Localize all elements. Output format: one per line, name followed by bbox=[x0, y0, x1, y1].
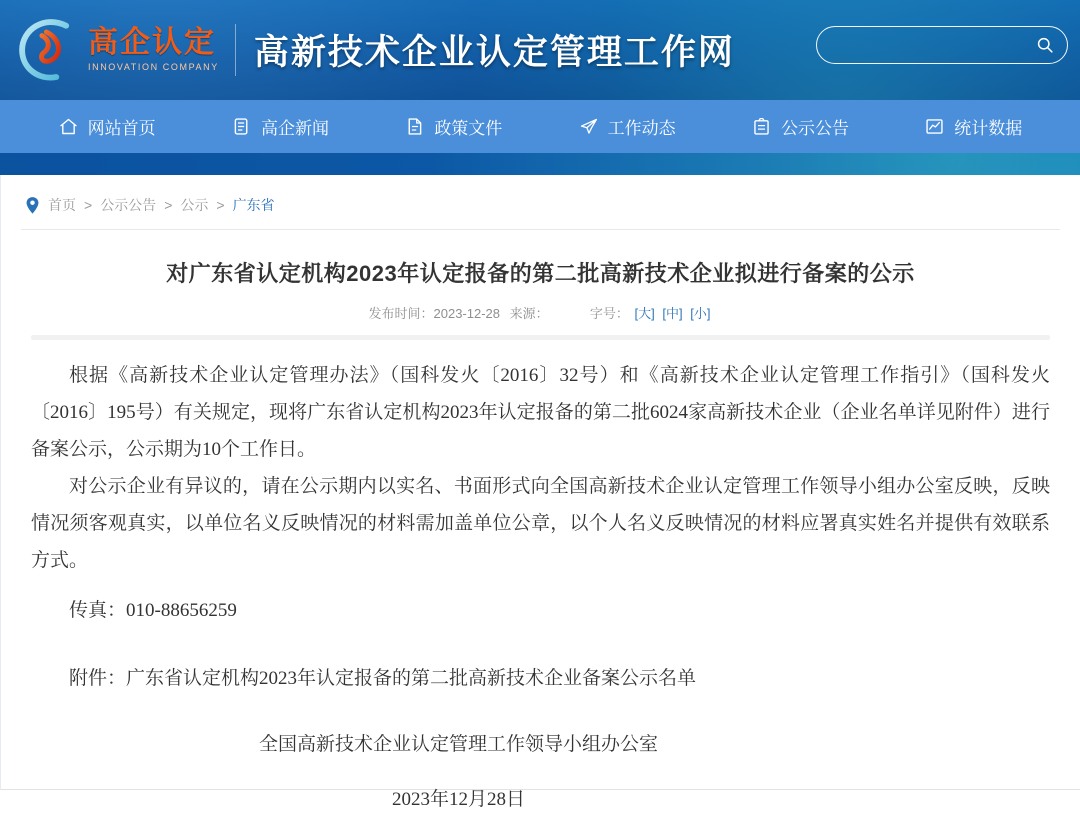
nav-item-announcements[interactable] bbox=[741, 100, 859, 153]
article-body bbox=[31, 357, 1050, 818]
publish-time-label: 发布时间： bbox=[368, 306, 434, 321]
article-title: 对广东省认定机构2023年认定报备的第二批高新技术企业拟进行备案的公示 bbox=[166, 261, 915, 286]
site-title: 高新技术企业认定管理工作网 bbox=[253, 33, 735, 72]
header-sub-strip bbox=[0, 153, 1080, 175]
source-label: 来源： bbox=[509, 306, 549, 321]
search-input[interactable] bbox=[833, 37, 1035, 53]
nav-item-worknews[interactable] bbox=[568, 100, 686, 153]
breadcrumb-home[interactable]: 首页 bbox=[48, 197, 76, 213]
header-divider bbox=[235, 24, 236, 76]
nav-item-statistics[interactable] bbox=[914, 100, 1032, 153]
fontsize-medium-button[interactable]: [中] bbox=[662, 306, 683, 321]
nav-item-home[interactable] bbox=[48, 100, 166, 153]
fontsize-small-button[interactable]: [小] bbox=[690, 306, 711, 321]
nav-label: 高企新闻 bbox=[260, 119, 329, 138]
main-nav bbox=[0, 100, 1080, 153]
breadcrumb-separator: > bbox=[216, 197, 225, 213]
logo-subtitle: INNOVATION COMPANY bbox=[88, 62, 219, 72]
home-icon bbox=[58, 116, 79, 137]
clipboard-icon bbox=[751, 116, 772, 137]
fax-line: 传真：010-88656259 bbox=[69, 600, 237, 621]
signature-office: 全国高新技术企业认定管理工作领导小组办公室 bbox=[258, 734, 658, 755]
document-icon bbox=[404, 116, 425, 137]
logo-swoosh-icon bbox=[14, 14, 86, 86]
nav-label: 政策文件 bbox=[434, 119, 503, 138]
nav-item-policy[interactable] bbox=[394, 100, 512, 153]
nav-label: 网站首页 bbox=[87, 119, 156, 138]
breadcrumb-separator: > bbox=[84, 197, 93, 213]
signature-date: 2023年12月28日 bbox=[391, 789, 525, 810]
fontsize-label: 字号： bbox=[589, 306, 629, 321]
body-paragraph-objection: 对公示企业有异议的，请在公示期内以实名、书面形式向全国高新技术企业认定管理工作领导小组办公室反映，反映情况须客观真实，以单位名义反映情况的材料需加盖单位公章，以个人名义反映情况的材料应署真实姓名并提供有效联系方式。 bbox=[31, 476, 1050, 571]
nav-label: 工作动态 bbox=[607, 119, 676, 138]
breadcrumb-public[interactable]: 公示 bbox=[180, 197, 209, 213]
logo-title: 高企认定 bbox=[88, 26, 216, 59]
article bbox=[1, 257, 1080, 818]
body-paragraph-basis: 根据《高新技术企业认定管理办法》（国科发火〔2016〕32号）和《高新技术企业认定管理工作指引》（国科发火〔2016〕195号）有关规定，现将广东省认定机构2023年认定报备的第二批6024家高新技术企业（企业名单详见附件）进行备案公示，公示期为10个工作日。 bbox=[31, 365, 1050, 460]
fontsize-large-button[interactable]: [大] bbox=[634, 306, 655, 321]
news-icon bbox=[231, 116, 252, 137]
content-area bbox=[0, 175, 1080, 810]
nav-label: 统计数据 bbox=[954, 119, 1023, 138]
publish-time-value: 2023-12-28 bbox=[433, 306, 501, 321]
site-header bbox=[0, 0, 1080, 100]
paper-plane-icon bbox=[578, 116, 599, 137]
chart-icon bbox=[924, 116, 945, 137]
article-meta bbox=[31, 303, 1050, 322]
meta-divider bbox=[31, 335, 1050, 340]
breadcrumb-separator: > bbox=[164, 197, 173, 213]
nav-label: 公示公告 bbox=[780, 119, 849, 138]
search-icon[interactable] bbox=[1035, 35, 1055, 55]
breadcrumb bbox=[21, 175, 1060, 230]
breadcrumb-current-guangdong: 广东省 bbox=[232, 197, 275, 213]
location-pin-icon bbox=[25, 196, 40, 215]
breadcrumb-announcements[interactable]: 公示公告 bbox=[100, 197, 157, 213]
signature-block bbox=[31, 726, 1050, 818]
attachment-link[interactable]: 附件：广东省认定机构2023年认定报备的第二批高新技术企业备案公示名单 bbox=[69, 668, 697, 689]
nav-item-news[interactable] bbox=[221, 100, 339, 153]
search-box[interactable] bbox=[816, 26, 1068, 64]
site-logo[interactable] bbox=[14, 14, 219, 86]
